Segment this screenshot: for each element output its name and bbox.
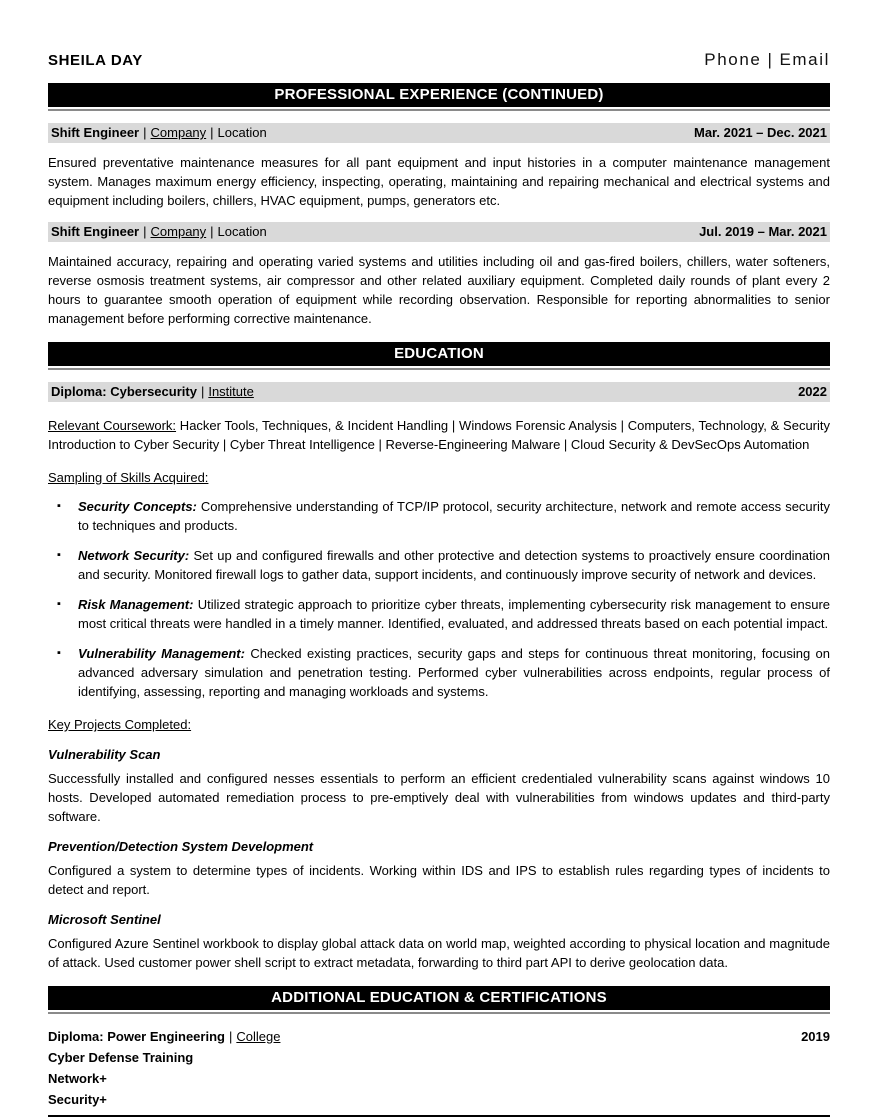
job-title: Shift Engineer <box>51 224 140 239</box>
additional-diploma-heading <box>48 1026 280 1047</box>
job-bar <box>48 123 830 143</box>
bullet-square-icon: ▪ <box>57 549 61 561</box>
phone-link: Phone <box>704 50 762 69</box>
certification-item: Security+ <box>48 1092 107 1107</box>
list-item <box>48 497 830 535</box>
bullet-square-icon: ▪ <box>57 647 61 659</box>
company-link: Company <box>150 224 207 239</box>
experience-section-title: PROFESSIONAL EXPERIENCE (CONTINUED) <box>48 83 830 107</box>
job-description: Ensured preventative maintenance measures for all pant equipment and input histories in a computer maintenance management system. Manages maximum energy efficiency, inspecting, operating, maintaining and repairing mechanical and electrical systems and equipment including boilers, chillers, HVAC equipment, pumps, generators etc. <box>48 155 830 208</box>
list-item <box>48 595 830 633</box>
projects-label: Key Projects Completed: <box>48 717 192 732</box>
job-dates: Jul. 2019 – Mar. 2021 <box>699 224 827 239</box>
page-header <box>48 50 830 70</box>
job-heading <box>51 123 267 143</box>
skill-name: Vulnerability Management: <box>78 646 245 661</box>
separator: | <box>143 125 147 140</box>
contact-separator: | <box>767 50 774 69</box>
certification-item: Network+ <box>48 1071 107 1086</box>
institute-link: Institute <box>208 384 254 399</box>
additional-section-title: ADDITIONAL EDUCATION & CERTIFICATIONS <box>48 986 830 1010</box>
separator: | <box>210 224 214 239</box>
project-title: Prevention/Detection System Development <box>48 839 314 854</box>
skill-text: Set up and configured firewalls and other protective and detection systems to proactively ensure coordination and security. Monitored firewall logs to gather data, support incidents, and continuously improve security of network and devices. <box>78 548 830 582</box>
coursework-label: Relevant Coursework: <box>48 418 177 433</box>
contact-links <box>704 50 830 70</box>
project-description: Configured a system to determine types of incidents. Working within IDS and IPS to establish rules regarding types of incidents to detect and report. <box>48 863 830 897</box>
job-dates: Mar. 2021 – Dec. 2021 <box>694 125 827 140</box>
additional-diploma-row <box>48 1026 830 1047</box>
separator: | <box>143 224 147 239</box>
separator: | <box>228 1029 233 1044</box>
experience-banner-wrap <box>48 83 830 111</box>
coursework-paragraph <box>48 416 830 454</box>
skill-name: Risk Management: <box>78 597 194 612</box>
company-link: Company <box>150 125 207 140</box>
skill-text: Utilized strategic approach to prioritize cyber threats, implementing cybersecurity risk management to ensure most critical threats were handled in a timely manner. Identified, evaluated, and addressed threats based on each potential impact. <box>78 597 831 631</box>
projects-list <box>48 747 830 972</box>
skill-entry <box>78 595 830 633</box>
skill-name: Network Security: <box>78 548 190 563</box>
diploma-bar <box>48 382 830 402</box>
skill-entry <box>78 644 830 701</box>
job-location: Location <box>217 125 267 140</box>
additional-banner-wrap <box>48 986 830 1014</box>
diploma-year: 2022 <box>798 384 827 399</box>
list-item <box>48 644 830 701</box>
additional-year: 2019 <box>801 1029 830 1044</box>
job-title: Shift Engineer <box>51 125 140 140</box>
coursework-text: Hacker Tools, Techniques, & Incident Handling | Windows Forensic Analysis | Computers, Technology, & Security Introduction to Cyber Security | Cyber Threat Intelligence | Reverse-Engineering Malware | Cloud Security & DevSecOps Automation <box>48 418 831 452</box>
project-description: Successfully installed and configured nesses essentials to perform an efficient credentialed vulnerability scans against windows 10 hosts. Developed automated remediation process to pre-emptively deal with vulnerabilities from windows updates and third-party software. <box>48 771 830 824</box>
college-link: College <box>236 1029 281 1044</box>
project-title: Vulnerability Scan <box>48 747 161 762</box>
additional-degree: Diploma: Power Engineering <box>48 1029 225 1044</box>
job-location: Location <box>217 224 267 239</box>
job-description: Maintained accuracy, repairing and operating varied systems and utilities including oil and gas-fired boilers, chillers, water softeners, reverse osmosis treatment systems, air compressor and other related auxiliary equipment. Completed daily rounds of plant every 2 hours to guarantee smooth operation of equipment while recording observation. Responsible for reporting abnormalities to senior management before performing corrective maintenance. <box>48 254 830 326</box>
list-item <box>48 546 830 584</box>
project-title: Microsoft Sentinel <box>48 912 161 927</box>
skill-entry <box>78 497 830 535</box>
candidate-name: SHEILA DAY <box>48 52 143 69</box>
skill-entry <box>78 546 830 584</box>
bullet-square-icon: ▪ <box>57 598 61 610</box>
skill-name: Security Concepts: <box>78 499 197 514</box>
certification-item: Cyber Defense Training <box>48 1050 194 1065</box>
diploma-heading <box>51 382 254 402</box>
project-description: Configured Azure Sentinel workbook to display global attack data on world map, weighted according to physical location and magnitude of attack. Used customer power shell script to extract metadata, forwarding to third part API to derive geolocation data. <box>48 936 830 970</box>
separator: | <box>210 125 214 140</box>
diploma-degree: Diploma: Cybersecurity <box>51 384 197 399</box>
separator: | <box>200 384 205 399</box>
job-bar <box>48 222 830 242</box>
skill-text: Checked existing practices, security gaps and steps for continuous threat monitoring, focusing on advanced adversary simulation and penetration testing. Performed cyber vulnerabilities across endpoints, regular process of identifying, assessing, reporting and managing workloads and systems. <box>78 646 830 699</box>
education-banner-wrap <box>48 342 830 370</box>
skill-text: Comprehensive understanding of TCP/IP protocol, security architecture, network and remote access security to techniques and products. <box>78 499 830 533</box>
email-link: Email <box>779 50 830 69</box>
skills-label: Sampling of Skills Acquired: <box>48 470 209 485</box>
education-section-title: EDUCATION <box>48 342 830 366</box>
bullet-square-icon: ▪ <box>57 500 61 512</box>
job-heading <box>51 222 267 242</box>
skills-list <box>48 497 830 701</box>
